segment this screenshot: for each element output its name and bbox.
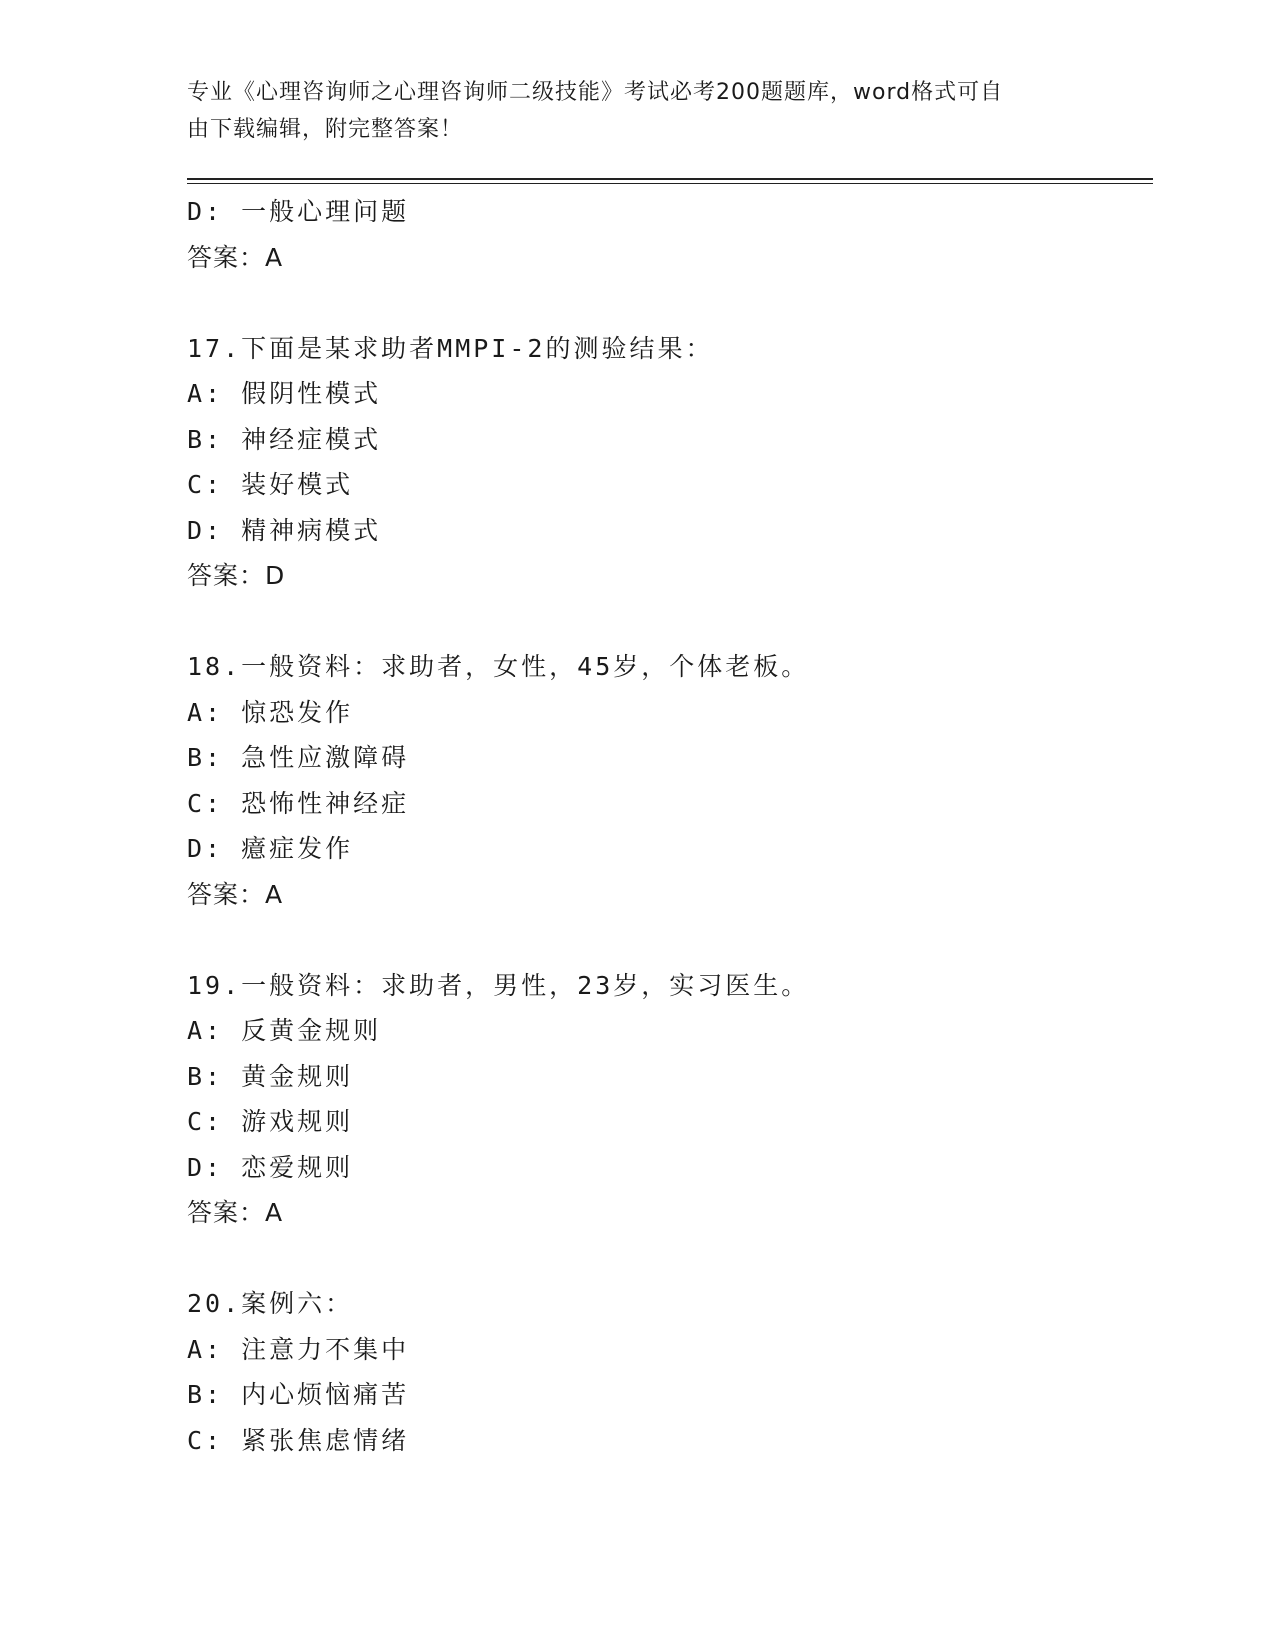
question-stem: 20.案例六： [187,1289,354,1318]
question-stem: 18.一般资料：求助者，女性，45岁，个体老板。 [187,652,810,681]
spacer [187,599,1153,645]
option-b: B: 神经症模式 [187,424,382,454]
question-block-20 [187,1281,1153,1463]
option-c: C: 装好模式 [187,470,354,499]
question-stem: 19.一般资料：求助者，男性，23岁，实习医生。 [187,970,810,1000]
option-a: A: 注意力不集中 [187,1334,410,1364]
header-divider-thick [187,178,1153,180]
spacer [187,280,1153,326]
question-block-19 [187,963,1153,1236]
answer-line: 答案：A [187,1198,284,1227]
document-header [187,74,1067,148]
carryover-answer: 答案：A [187,242,284,272]
option-d: D: 恋爱规则 [187,1152,354,1182]
option-a: A: 反黄金规则 [187,1016,382,1045]
question-block-17 [187,326,1153,599]
option-b: B: 黄金规则 [187,1061,354,1091]
question-block-18 [187,644,1153,917]
header-line-1: 专业《心理咨询师之心理咨询师二级技能》考试必考200题题库，word格式可自 [187,80,1004,105]
option-d: D: 癔症发作 [187,834,354,863]
question-list [187,189,1153,1463]
carryover-option-d: D: 一般心理问题 [187,197,410,226]
option-a: A: 惊恐发作 [187,697,354,727]
option-c: C: 恐怖性神经症 [187,788,410,818]
option-a: A: 假阴性模式 [187,379,382,408]
option-c: C: 紧张焦虑情绪 [187,1425,410,1455]
option-d: D: 精神病模式 [187,515,382,545]
option-c: C: 游戏规则 [187,1107,354,1136]
answer-line: 答案：A [187,879,284,909]
spacer [187,917,1153,963]
option-b: B: 急性应激障碍 [187,743,410,772]
spacer [187,1236,1153,1282]
option-b: B: 内心烦恼痛苦 [187,1380,410,1409]
answer-line: 答案：D [187,561,286,590]
question-stem: 17.下面是某求助者MMPI-2的测验结果： [187,333,714,363]
header-divider-thin [187,183,1153,184]
header-line-2: 由下载编辑，附完整答案！ [187,117,464,142]
